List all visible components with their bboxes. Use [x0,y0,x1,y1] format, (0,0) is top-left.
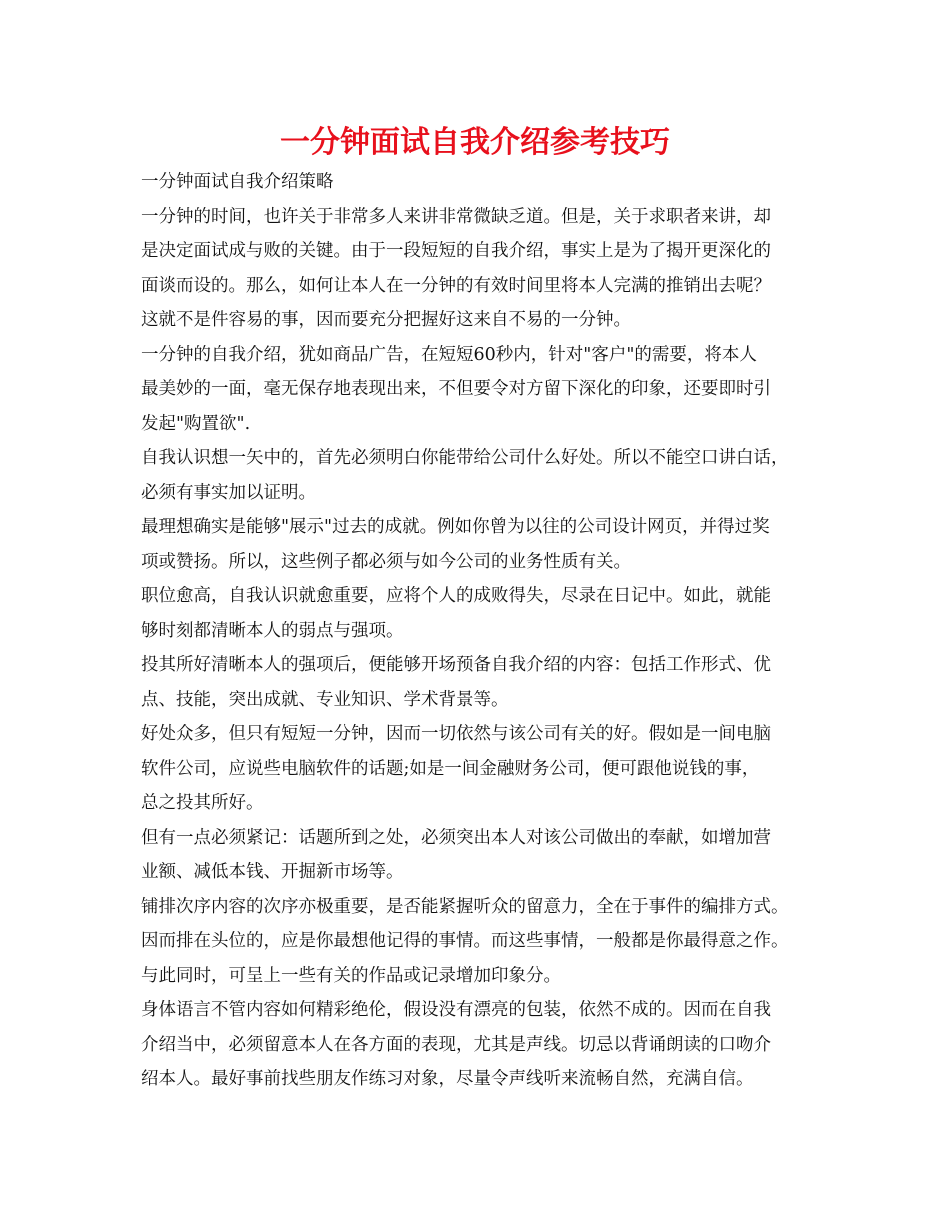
text-line: 介绍当中，必须留意本人在各方面的表现，尤其是声线。切忌以背诵朗读的口吻介 [141,1034,771,1055]
text-line: 身体语言不管内容如何精彩绝伦，假设没有漂亮的包装，依然不成的。因而在自我 [141,1000,771,1020]
text-line: 必须有事实加以证明。 [141,482,316,503]
text-line: 一分钟面试自我介绍策略 [141,172,334,192]
text-line: 这就不是件容易的事，因而要充分把握好这来自不易的一分钟。 [141,310,631,330]
text-line: 但有一点必须紧记：话题所到之处，必须突出本人对该公司做出的奉献，如增加营 [141,827,771,848]
text-line: 最美妙的一面，毫无保存地表现出来，不但要令对方留下深化的印象，还要即时引 [141,379,771,399]
document-title: 一分钟面试自我介绍参考技巧 [280,125,670,160]
text-line: 一分钟的时间，也许关于非常多人来讲非常微缺乏道。但是，关于求职者来讲，却 [141,206,771,227]
text-line: 面谈而设的。那么，如何让本人在一分钟的有效时间里将本人完满的推销出去呢？ [141,275,771,296]
document-body [141,165,821,1097]
text-line: 最理想确实是能够"展示"过去的成就。例如你曾为以往的公司设计网页，并得过奖 [141,517,770,537]
text-line: 点、技能，突出成就、专业知识、学术背景等。 [141,689,509,710]
text-line: 业额、减低本钱、开掘新市场等。 [141,862,404,882]
text-line: 自我认识想一矢中的，首先必须明白你能带给公司什么好处。所以不能空口讲白话， [141,448,789,468]
text-line: 是决定面试成与败的关键。由于一段短短的自我介绍，事实上是为了揭开更深化的 [141,241,771,261]
text-line: 绍本人。最好事前找些朋友作练习对象，尽量令声线听来流畅自然，充满自信。 [141,1069,754,1089]
text-line: 与此同时，可呈上一些有关的作品或记录增加印象分。 [141,965,561,986]
text-line: 投其所好清晰本人的强项后，便能够开场预备自我介绍的内容：包括工作形式、优 [141,655,771,675]
text-line: 好处众多，但只有短短一分钟，因而一切依然与该公司有关的好。假如是一间电脑 [141,724,771,744]
text-line: 因而排在头位的，应是你最想他记得的事情。而这些事情，一般都是你最得意之作。 [141,931,789,951]
text-line: 软件公司，应说些电脑软件的话题;如是一间金融财务公司，便可跟他说钱的事， [141,758,760,779]
text-line: 够时刻都清晰本人的弱点与强项。 [141,620,404,641]
text-line: 职位愈高，自我认识就愈重要，应将个人的成败得失，尽录在日记中。如此，就能 [141,586,771,606]
text-line: 项或赞扬。所以，这些例子都必须与如今公司的业务性质有关。 [141,551,631,572]
text-line: 总之投其所好。 [141,793,264,813]
text-line: 铺排次序内容的次序亦极重要，是否能紧握听众的留意力，全在于事件的编排方式。 [141,896,789,917]
text-line: 发起"购置欲". [141,413,251,434]
text-line: 一分钟的自我介绍，犹如商品广告，在短短60秒内，针对"客户"的需要，将本人 [141,344,757,365]
